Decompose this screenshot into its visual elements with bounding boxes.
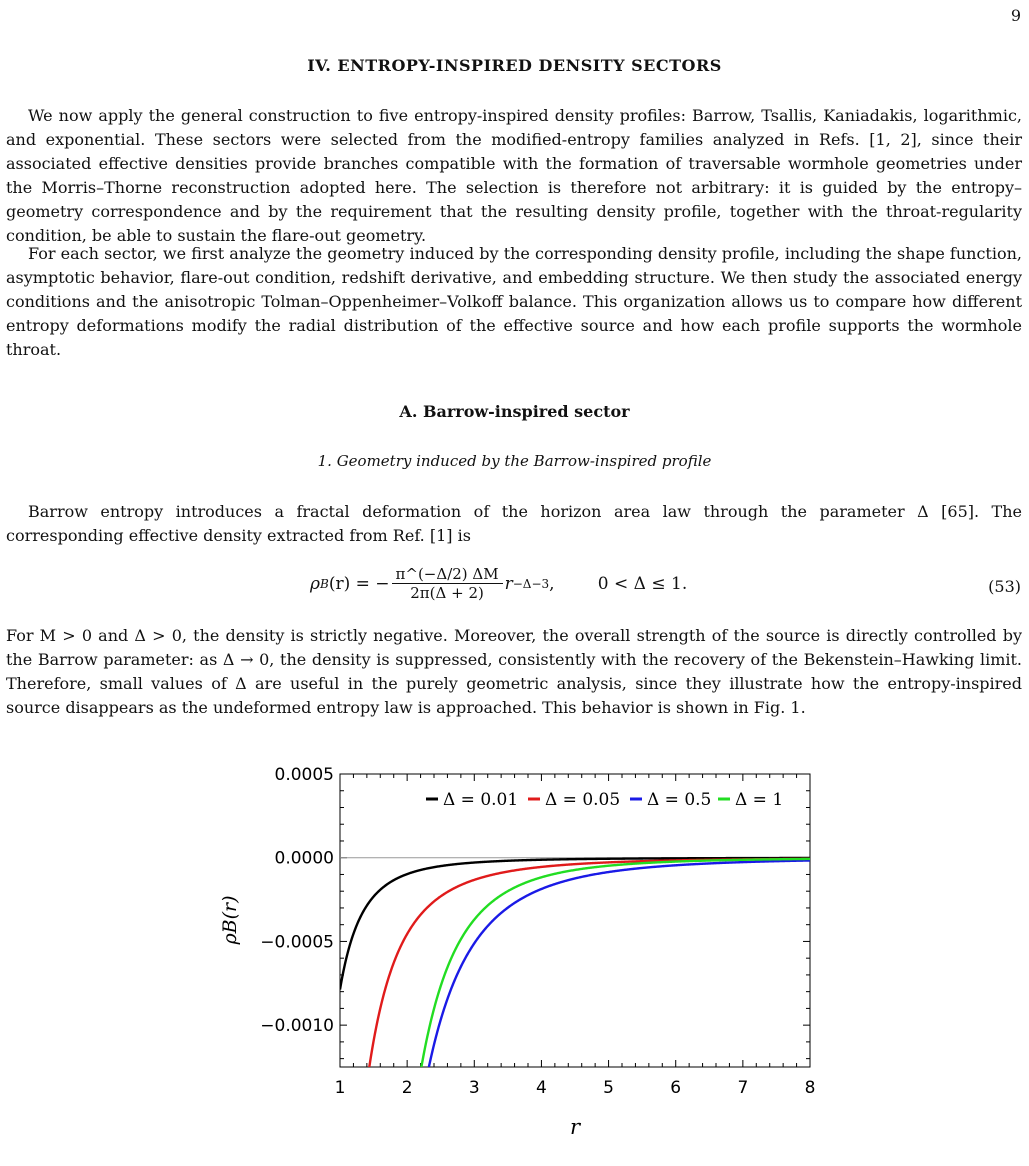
- legend-label: Δ = 0.5: [647, 790, 712, 810]
- plot-frame: [340, 774, 810, 1067]
- x-tick-label: 2: [401, 1078, 413, 1098]
- equation-53: [310, 565, 687, 602]
- eq-fraction: [392, 565, 503, 602]
- x-tick-label: 4: [536, 1078, 547, 1098]
- eq-condition: , 0 < Δ ≤ 1.: [549, 573, 688, 594]
- x-tick-label: 8: [804, 1078, 816, 1098]
- eq-power-base: r: [504, 573, 513, 594]
- y-tick-labels: [260, 765, 334, 1036]
- x-tick-label: 3: [468, 1078, 480, 1098]
- section-title: IV. ENTROPY-INSPIRED DENSITY SECTORS: [307, 56, 722, 75]
- paragraph-barrow-intro: Barrow entropy introduces a fractal deformation of the horizon area law through the parameter Δ [65]. The corresponding effective density extracted from Ref. [1] is: [6, 502, 1022, 545]
- y-tick-label: 0.0005: [274, 765, 334, 785]
- density-chart: [200, 760, 840, 1150]
- paragraph-organization: For each sector, we first analyze the geometry induced by the corresponding density profile, including the shape function, asymptotic behavior, flare-out condition, redshift derivative, and embedding structure. We then study the associated energy conditions and the anisotropic Tolman–Oppenheimer–Volkoff balance. This organization allows us to compare how different entropy deformations modify the radial distribution of the effective source and how each profile supports the wormhole throat.: [6, 244, 1022, 359]
- x-axis-label: r: [569, 1115, 581, 1139]
- axis-ticks: [340, 774, 810, 1067]
- page-number: 9: [1010, 6, 1021, 25]
- series-line: [340, 860, 810, 1150]
- eq-lhs-sub: B: [320, 576, 329, 591]
- figure-1: [200, 760, 840, 1154]
- y-axis-label: ρB(r): [219, 895, 241, 945]
- eq-lhs-arg: (r) = −: [328, 573, 390, 594]
- x-tick-label: 7: [737, 1078, 749, 1098]
- legend-label: Δ = 0.05: [545, 790, 621, 810]
- series-line: [340, 859, 810, 1150]
- legend-label: Δ = 0.01: [443, 790, 519, 810]
- subsection-title: A. Barrow-inspired sector: [399, 402, 630, 421]
- y-tick-label: 0.0000: [274, 848, 334, 869]
- y-tick-label: −0.0010: [260, 1016, 334, 1037]
- paragraph-density-analysis: For M > 0 and Δ > 0, the density is strictly negative. Moreover, the overall strength of the source is directly controlled by the Barrow parameter: as Δ → 0, the density is suppressed, consistently with the recovery of the Bekenstein–Hawking limit. Therefore, small values of Δ are useful in the purely geometric analysis, since they illustrate how the entropy-inspired source disappears as the undeformed entropy law is approached. This behavior is shown in Fig. 1.: [6, 626, 1022, 717]
- series-line: [340, 859, 810, 1150]
- x-tick-label: 6: [670, 1078, 682, 1098]
- x-tick-label: 1: [334, 1078, 346, 1098]
- paragraph-intro: We now apply the general construction to five entropy-inspired density profiles: Barrow, Tsallis, Kaniadakis, logarithmic, and exponential. These sectors were selected from the modified-entropy families analyzed in Refs. [1, 2], since their associated effective densities provide branches compatible with the formation of traversable wormhole geometries under the Morris–Thorne reconstruction adopted here. The selection is therefore not arbitrary: it is guided by the entropy–geometry correspondence and by the requirement that the resulting density profile, together with the throat-regularity condition, be able to sustain the flare-out geometry.: [6, 106, 1022, 245]
- chart-legend: [426, 790, 783, 810]
- eq-lhs: ρ: [310, 573, 320, 594]
- equation-number: (53): [988, 577, 1021, 596]
- y-tick-label: −0.0005: [260, 932, 334, 953]
- x-tick-label: 5: [603, 1078, 614, 1098]
- eq-power-exp: −Δ−3: [512, 576, 550, 591]
- legend-label: Δ = 1: [735, 790, 784, 810]
- subsubsection-title: 1. Geometry induced by the Barrow-inspired profile: [317, 452, 712, 470]
- x-tick-labels: [335, 1078, 816, 1098]
- eq-denominator: 2π(Δ + 2): [410, 584, 484, 602]
- eq-numerator: π^(−Δ/2) ΔM: [392, 565, 503, 584]
- curves: [340, 858, 810, 1150]
